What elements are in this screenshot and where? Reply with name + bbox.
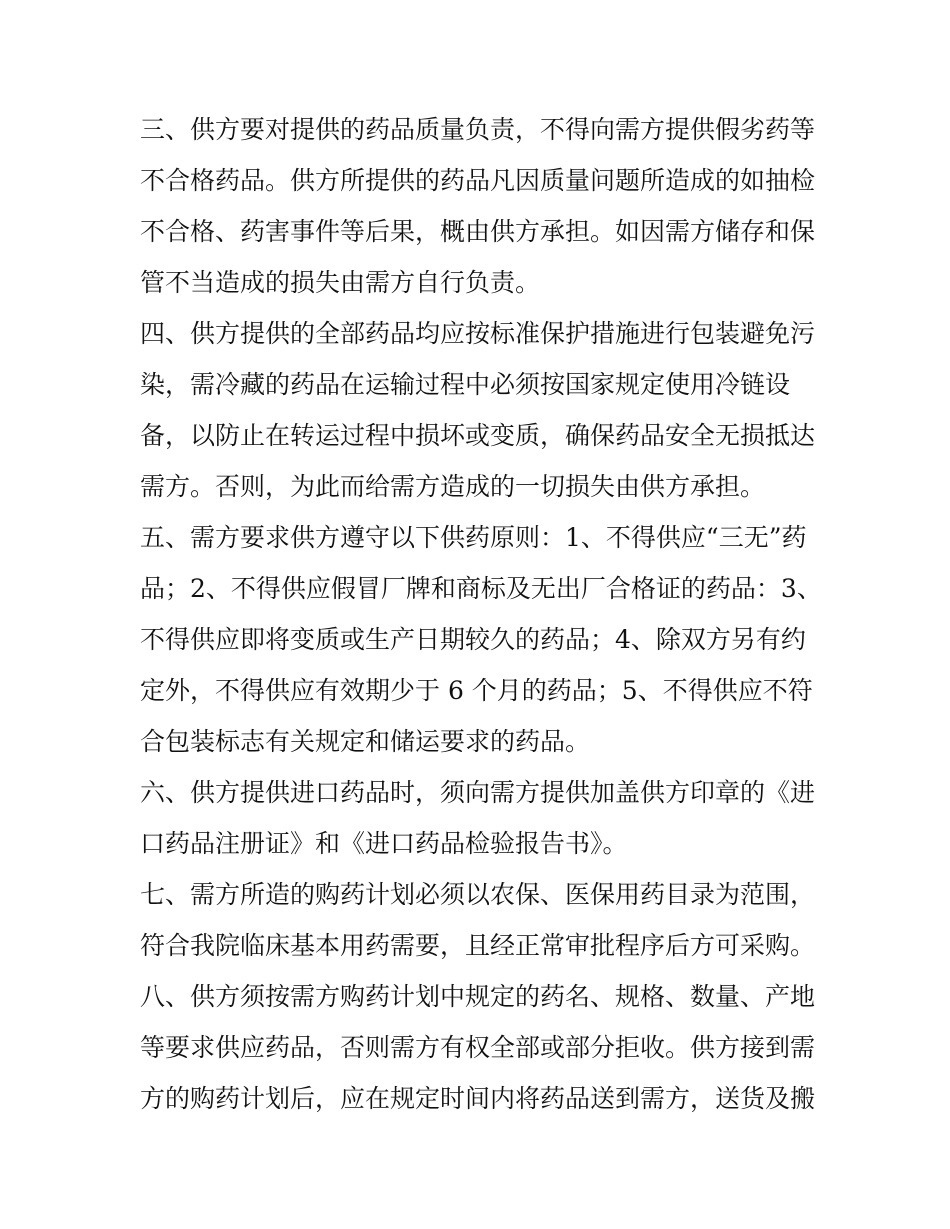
text-line: 定外，不得供应有效期少于 6 个月的药品；5、不得供应不符 xyxy=(140,676,813,705)
text-line: 八、供方须按需方购药计划中规定的药名、规格、数量、产地 xyxy=(140,982,816,1011)
text-line: 不合格药品。供方所提供的药品凡因质量问题所造成的如抽检 xyxy=(140,166,816,195)
text-line: 合包装标志有关规定和储运要求的药品。 xyxy=(140,727,591,756)
text-line: 六、供方提供进口药品时，须向需方提供加盖供方印章的《进 xyxy=(140,778,816,807)
text-line: 管不当造成的损失由需方自行负责。 xyxy=(140,268,541,297)
text-line: 七、需方所造的购药计划必须以农保、医保用药目录为范围， xyxy=(140,880,816,909)
text-line: 等要求供应药品，否则需方有权全部或部分拒收。供方接到需 xyxy=(140,1033,816,1062)
text-line: 方的购药计划后，应在规定时间内将药品送到需方，送货及搬 xyxy=(140,1084,816,1113)
text-line: 符合我院临床基本用药需要，且经正常审批程序后方可采购。 xyxy=(140,931,816,960)
text-line: 五、需方要求供方遵守以下供药原则：1、不得供应“三无”药 xyxy=(140,523,807,552)
text-line: 染，需冷藏的药品在运输过程中必须按国家规定使用冷链设 xyxy=(140,370,791,399)
text-line: 不得供应即将变质或生产日期较久的药品；4、除双方另有约 xyxy=(140,625,806,654)
document-body xyxy=(140,104,820,1124)
text-line: 口药品注册证》和《进口药品检验报告书》。 xyxy=(140,829,628,858)
text-line: 四、供方提供的全部药品均应按标准保护措施进行包装避免污 xyxy=(140,319,816,348)
text-line: 品；2、不得供应假冒厂牌和商标及无出厂合格证的药品：3、 xyxy=(140,574,822,603)
text-line: 需方。否则，为此而给需方造成的一切损失由供方承担。 xyxy=(140,472,766,501)
text-line: 备，以防止在转运过程中损坏或变质，确保药品安全无损抵达 xyxy=(140,421,816,450)
text-line: 三、供方要对提供的药品质量负责，不得向需方提供假劣药等 xyxy=(140,115,816,144)
text-line: 不合格、药害事件等后果，概由供方承担。如因需方储存和保 xyxy=(140,217,816,246)
